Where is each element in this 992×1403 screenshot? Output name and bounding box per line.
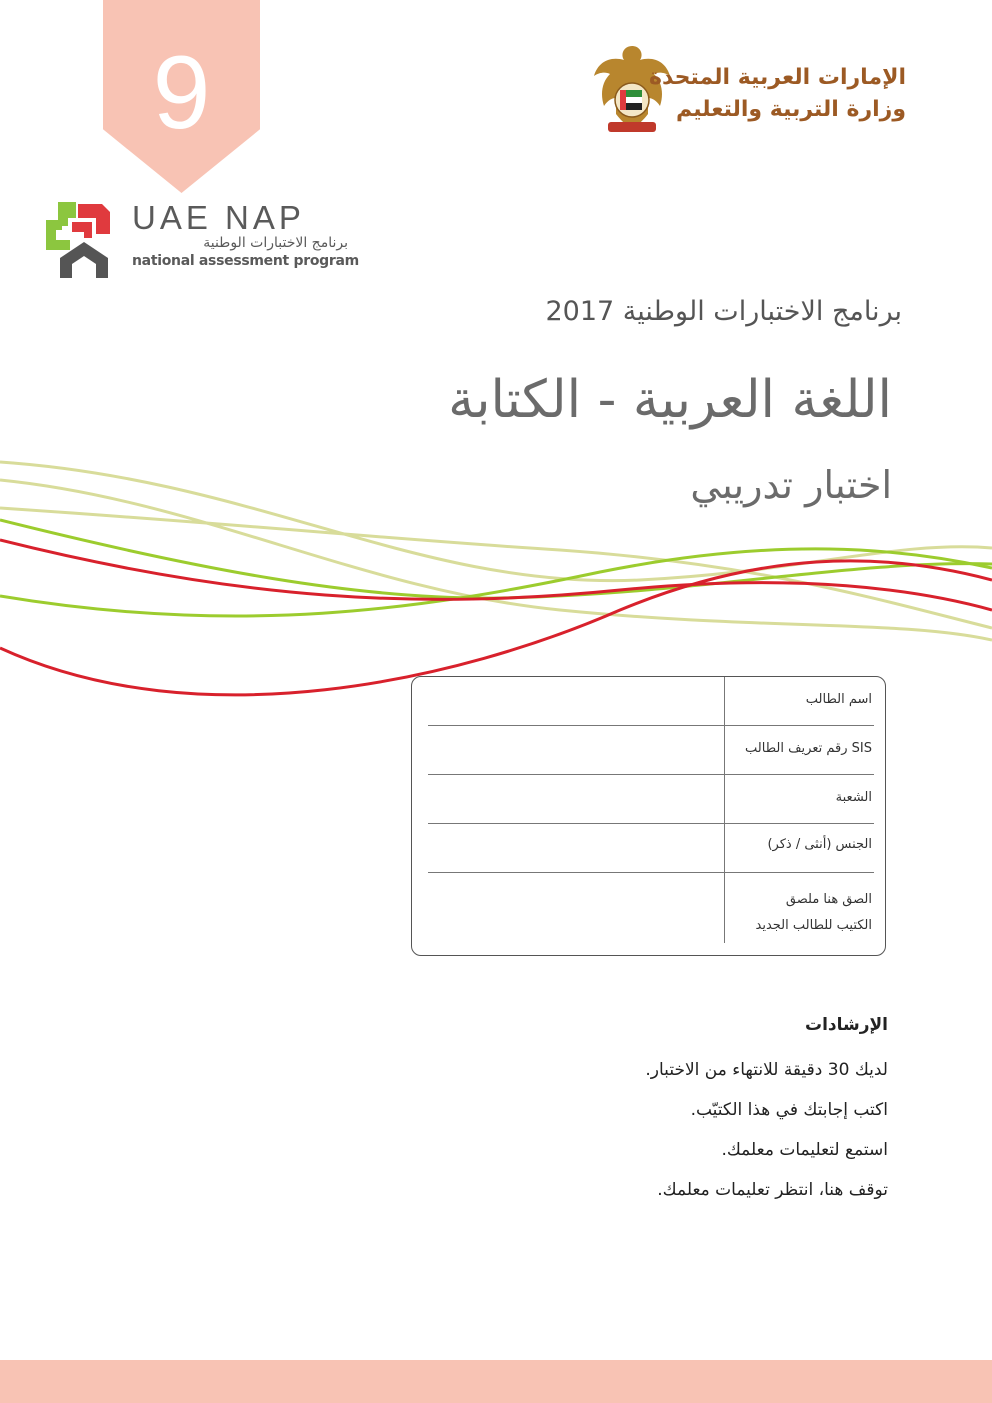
student-name-row — [428, 677, 874, 726]
instruction-item: استمع لتعليمات معلمك. — [721, 1140, 888, 1160]
nap-english-name: national assessment program — [132, 253, 359, 269]
instruction-item: اكتب إجابتك في هذا الكتيّب. — [690, 1100, 888, 1120]
nap-arabic-name: برنامج الاختبارات الوطنية — [203, 235, 348, 251]
instructions — [408, 1010, 888, 1210]
sticker-area[interactable] — [428, 873, 723, 943]
nap-wordmark: UAE NAP — [132, 199, 305, 236]
instruction-item: لديك 30 دقيقة للانتهاء من الاختبار. — [645, 1060, 888, 1080]
test-type-title: اختبار تدريبي — [690, 463, 892, 507]
gender-label: الجنس (أنثى / ذكر) — [724, 824, 874, 872]
student-sis-field[interactable] — [428, 726, 723, 774]
sticker-row — [428, 873, 874, 943]
ministry-name — [646, 62, 906, 126]
program-title: برنامج الاختبارات الوطنية 2017 — [545, 296, 902, 327]
section-field[interactable] — [428, 775, 723, 823]
gender-field[interactable] — [428, 824, 723, 872]
gender-row — [428, 824, 874, 873]
uae-nap-logo — [44, 196, 359, 278]
wave-light-3 — [0, 508, 992, 628]
student-name-label: اسم الطالب — [724, 677, 874, 725]
student-sis-row — [428, 726, 874, 775]
student-sis-label: SIS رقم تعريف الطالب — [724, 726, 874, 774]
footer-band — [0, 1360, 992, 1403]
wave-red-2 — [0, 561, 992, 695]
ministry-line-2: وزارة التربية والتعليم — [676, 97, 906, 122]
sticker-label-line-2: الكتيب للطالب الجديد — [755, 918, 872, 933]
nap-mark-icon — [44, 196, 124, 278]
subject-title: اللغة العربية - الكتابة — [448, 370, 892, 430]
student-name-field[interactable] — [428, 677, 723, 725]
instruction-item: توقف هنا، انتظر تعليمات معلمك. — [657, 1180, 888, 1200]
wave-light-1 — [0, 462, 992, 581]
ministry-line-1: الإمارات العربية المتحدة — [648, 65, 906, 90]
section-row — [428, 775, 874, 824]
instructions-heading: الإرشادات — [804, 1015, 888, 1035]
student-info-box — [411, 676, 886, 956]
section-label: الشعبة — [724, 775, 874, 823]
grade-number: 9 — [152, 35, 211, 151]
sticker-label-line-1: الصق هنا ملصق — [785, 892, 872, 907]
sticker-label — [724, 873, 874, 943]
